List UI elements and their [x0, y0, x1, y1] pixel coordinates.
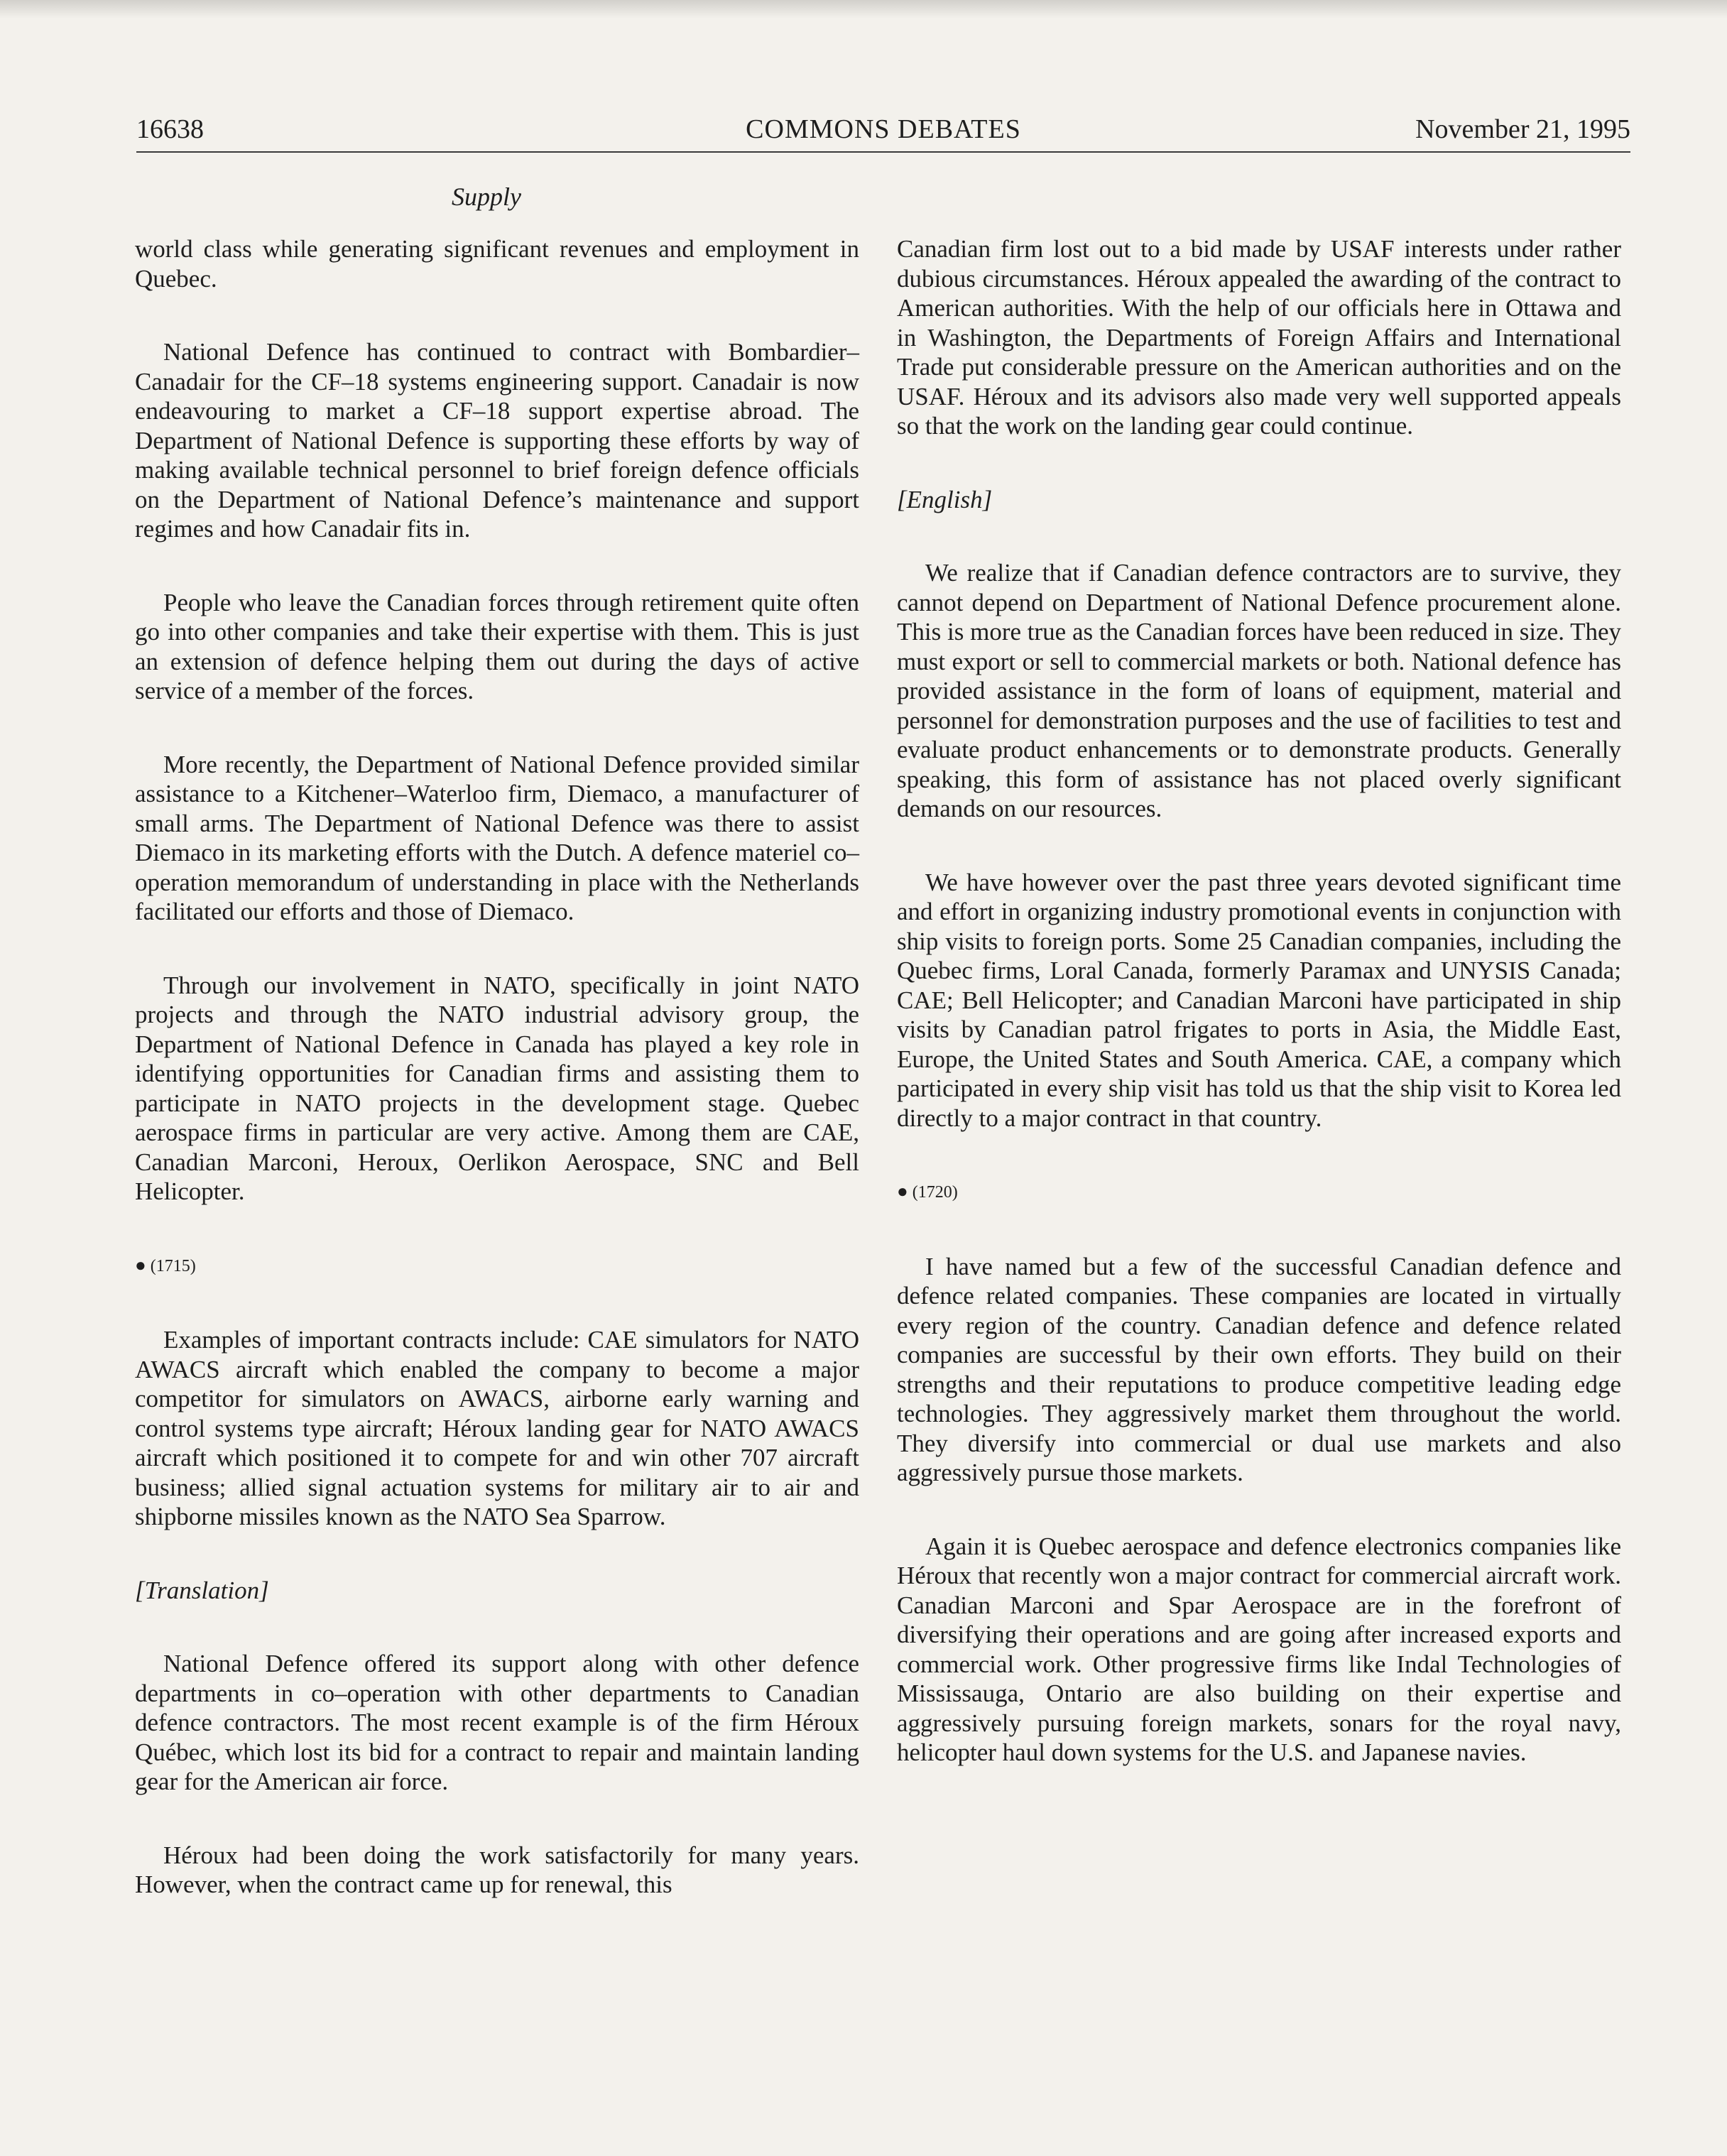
publication-title: COMMONS DEBATES	[746, 114, 1021, 144]
paragraph: Examples of important contracts include: CAE simulators for NATO AWACS aircraft which enabled the company to become a major competitor for simulators on AWACS, airborne early warning and control systems type aircraft; Héroux landing gear for NATO AWACS aircraft which positioned it to compete for and win other 707 aircraft business; allied signal actuation systems for military air to air and shipborne missiles known as the NATO Sea Sparrow.	[135, 1326, 859, 1530]
running-subject: Supply	[452, 183, 521, 211]
bullet-icon: ●	[135, 1254, 146, 1275]
paragraph: world class while generating significant revenues and employment in Quebec.	[135, 235, 859, 293]
paragraph: We realize that if Canadian defence contractors are to survive, they cannot depend on Department of National Defence procurement alone. This is more true as the Canadian forces have been reduced in size. They must export or sell to commercial markets or both. National defence has provided assistance in the form of loans of equipment, material and personnel for demonstration purposes and the use of facilities to test and evaluate product enhancements or to demonstrate products. Generally speaking, this form of assistance has not placed overly significant demands on our resources.	[897, 559, 1621, 822]
scan-edge	[0, 0, 1727, 18]
header-rule	[136, 151, 1630, 153]
paragraph: Canadian firm lost out to a bid made by USAF interests under rather dubious circumstances. Héroux appealed the awarding of the contract to American authorities. With the help of our officials here in Ottawa and in Washington, the Departments of Foreign Affairs and International Trade put considerable pressure on the American authorities and on the USAF. Héroux and its advisors also made very well supported appeals so that the work on the landing gear could continue.	[897, 235, 1621, 440]
paragraph: National Defence offered its support along with other defence departments in co–operation with other departments to Canadian defence contractors. The most recent example is of the firm Héroux Québec, which lost its bid for a contract to repair and maintain landing gear for the American air force.	[135, 1650, 859, 1795]
right-column	[897, 234, 1621, 1960]
timestamp	[897, 1177, 1621, 1208]
paragraph: National Defence has continued to contract with Bombardier–Canadair for the CF–18 systems engineering support. Canadair is now endeavouring to market a CF–18 support expertise abroad. The Department of National Defence is supporting these efforts by way of making available technical personnel to brief foreign defence officials on the Department of National Defence’s maintenance and support regimes and how Canadair fits in.	[135, 338, 859, 543]
paragraph: Through our involvement in NATO, specifically in joint NATO projects and through the NATO industrial advisory group, the Department of National Defence in Canada has played a key role in identifying opportunities for Canadian firms and assisting them to participate in NATO projects in the development stage. Quebec aerospace firms in particular are very active. Among them are CAE, Canadian Marconi, Heroux, Oerlikon Aerospace, SNC and Bell Helicopter.	[135, 971, 859, 1205]
timestamp	[135, 1251, 859, 1282]
publication-date: November 21, 1995	[1415, 114, 1630, 144]
page-number: 16638	[136, 114, 204, 144]
paragraph: Héroux had been doing the work satisfactorily for many years. However, when the contract came up for renewal, this	[135, 1841, 859, 1898]
paragraph: We have however over the past three years devoted significant time and effort in organizing industry promotional events in conjunction with ship visits to foreign ports. Some 25 Canadian companies, including the Quebec firms, Loral Canada, formerly Paramax and UNYSIS Canada; CAE; Bell Helicopter; and Canadian Marconi have participated in ship visits by Canadian patrol frigates to ports in Asia, the Middle East, Europe, the United States and South America. CAE, a company which participated in every ship visit has told us that the ship visit to Korea led directly to a major contract in that country.	[897, 868, 1621, 1132]
language-tag: [Translation]	[135, 1576, 269, 1604]
bullet-icon: ●	[897, 1181, 908, 1202]
paragraph: People who leave the Canadian forces through retirement quite often go into other companies and take their expertise with them. This is just an extension of defence helping them out during the days of active service of a member of the forces.	[135, 588, 859, 704]
language-tag: [English]	[897, 485, 993, 513]
paragraph: More recently, the Department of National Defence provided similar assistance to a Kitchener–Waterloo firm, Diemaco, a manufacturer of small arms. The Department of National Defence was there to assist Diemaco in its marketing efforts with the Dutch. A defence materiel co–operation memorandum of understanding in place with the Netherlands facilitated our efforts and those of Diemaco.	[135, 750, 859, 925]
timestamp-text: (1715)	[150, 1256, 196, 1275]
paragraph: I have named but a few of the successful Canadian defence and defence related companies. These companies are located in virtually every region of the country. Canadian defence and defence related companies are successful by their own efforts. They build on their strengths and their reputations to produce competitive leading edge technologies. They aggressively market them throughout the world. They diversify into commercial or dual use markets and also aggressively pursue those markets.	[897, 1252, 1621, 1486]
timestamp-text: (1720)	[912, 1183, 958, 1202]
page-header	[136, 114, 1630, 149]
left-column	[135, 234, 859, 1960]
paragraph: Again it is Quebec aerospace and defence electronics companies like Héroux that recently won a major contract for commercial aircraft work. Canadian Marconi and Spar Aerospace are in the forefront of diversifying their operations and are going after increased exports and commercial work. Other progressive firms like Indal Technologies of Mississauga, Ontario are also building on their expertise and aggressively pursuing foreign markets, sonars for the royal navy, helicopter haul down systems for the U.S. and Japanese navies.	[897, 1532, 1621, 1766]
